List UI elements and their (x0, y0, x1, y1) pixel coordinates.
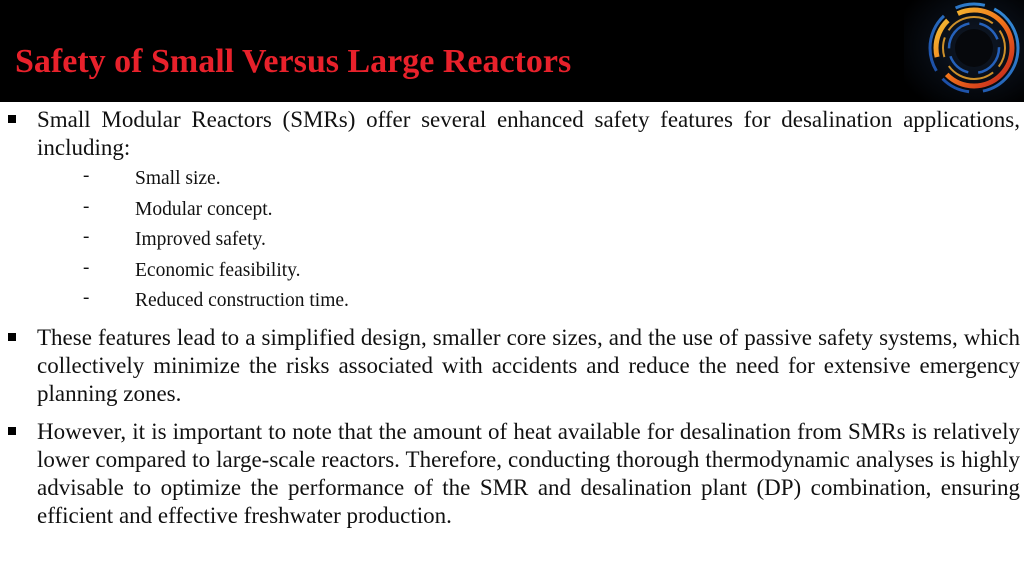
list-item-text: Improved safety. (135, 229, 266, 250)
bullet-text: Small Modular Reactors (SMRs) offer several enhanced safety features for desalination applications, including: (37, 107, 1020, 160)
square-bullet-icon (8, 333, 16, 341)
list-item-text: Small size. (135, 168, 221, 189)
list-item (37, 164, 1020, 195)
bullet-text: These features lead to a simplified design, smaller core sizes, and the use of passive safety systems, which collectively minimize the risks associated with accidents and reduce the need for extensive emergency planning zones. (37, 324, 1020, 406)
dash-marker: - (83, 287, 90, 308)
list-item (37, 286, 1020, 317)
list-item-text: Economic feasibility. (135, 259, 301, 281)
list-item (37, 195, 1020, 226)
glowing-ring-icon (904, 0, 1024, 102)
list-item (37, 225, 1020, 256)
bullet-design-benefits (0, 324, 1024, 408)
slide-title: Safety of Small Versus Large Reactors (15, 43, 572, 80)
square-bullet-icon (8, 427, 16, 435)
list-item (37, 256, 1020, 287)
title-bar (0, 0, 1024, 102)
dash-marker: - (83, 165, 90, 186)
list-item-text: Modular concept. (135, 198, 273, 220)
slide-body (0, 104, 1024, 530)
list-item-text: Reduced construction time. (135, 290, 349, 311)
bullet-text: However, it is important to note that the amount of heat available for desalination from SMRs is relatively lower compared to large-scale reactors. Therefore, conducting thorough thermodynamic analyses is highly advisable to optimize the performance of the SMR and desalination plant (DP) combination, ensuring efficient and effective freshwater production. (37, 418, 1020, 528)
square-bullet-icon (8, 115, 16, 123)
dash-marker: - (83, 226, 90, 247)
bullet-heat-limitation (0, 418, 1024, 530)
dash-marker: - (83, 256, 90, 278)
bullet-smr-safety-features (0, 106, 1024, 317)
feature-list (37, 164, 1020, 317)
dash-marker: - (83, 195, 90, 217)
